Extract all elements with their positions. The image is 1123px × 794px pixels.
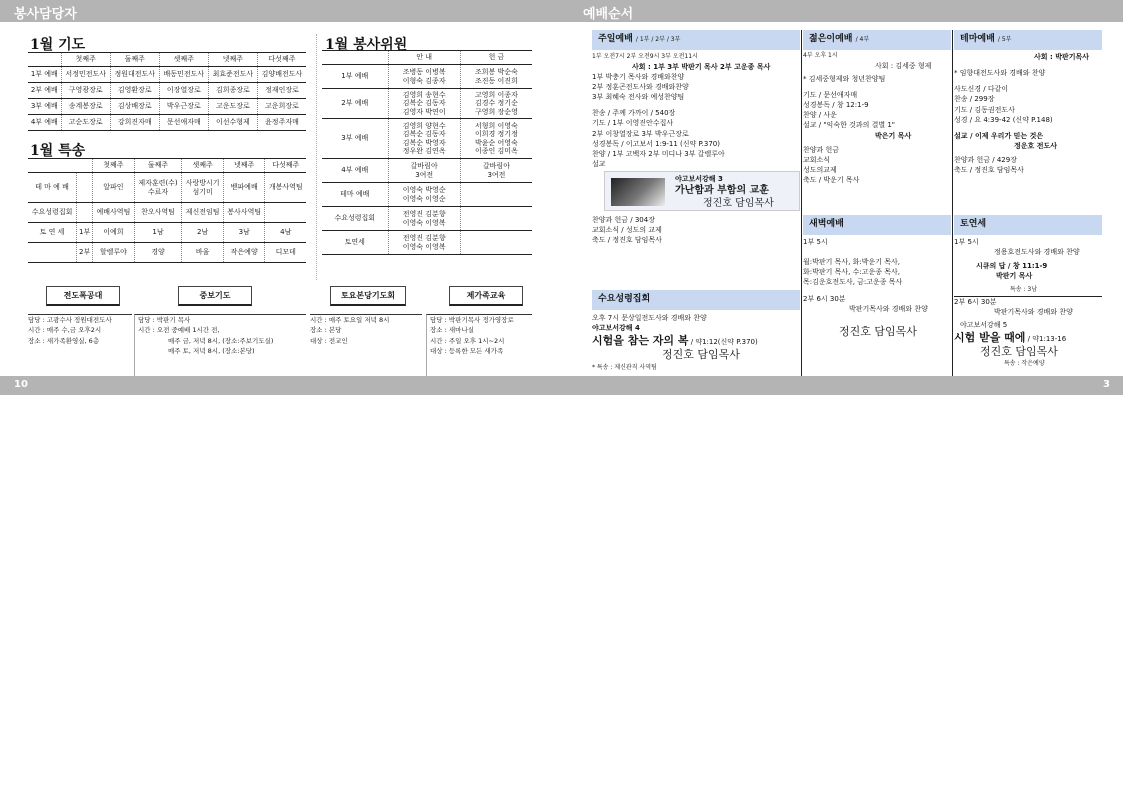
table-row bbox=[322, 89, 532, 119]
saturday-title1: 시큐의 답 / 창 11:1-9 bbox=[976, 262, 1048, 271]
theme-after-lines bbox=[954, 155, 1102, 175]
saturday-special1: 특송 : 3남 bbox=[1010, 285, 1038, 293]
table-cell: 테마 예배 bbox=[322, 183, 388, 207]
theme-header-sub: / 5부 bbox=[997, 36, 1012, 43]
saturday-preacher2: 정진호 담임목사 bbox=[980, 344, 1058, 358]
table-header-cell: 다섯째주 bbox=[257, 53, 306, 67]
sunday-after-lines bbox=[592, 215, 800, 245]
table-cell: 알파인 bbox=[93, 173, 135, 203]
info-line: 장소 : 새가족환영실, 6층 bbox=[28, 336, 100, 345]
table-cell: 4부 예배 bbox=[322, 159, 388, 183]
table-cell: 강희진자매 bbox=[110, 115, 159, 131]
table-cell: 조병동 이병복 이형숙 김종자 bbox=[388, 65, 460, 89]
table-cell: 찬오사역팀 bbox=[134, 203, 182, 223]
table-cell: 1부 예배 bbox=[28, 67, 61, 83]
youth-host: 사회 : 김세중 형제 bbox=[875, 61, 932, 70]
right-page bbox=[562, 22, 1123, 376]
order-line: * 김세중형제와 청년찬양팀 bbox=[803, 74, 886, 83]
table-header-cell: 둘째주 bbox=[110, 53, 159, 67]
youth-order-lines bbox=[803, 74, 951, 131]
table-cell: 김양배전도사 bbox=[257, 67, 306, 83]
table-cell: 갈바림아 3여전 bbox=[388, 159, 460, 183]
wednesday-line: 오후 7시 문상일전도사와 경배와 찬양 bbox=[592, 314, 707, 322]
sermon-preacher: 정진호 담임목사 bbox=[703, 198, 774, 210]
table-cell: 개봉사역팀 bbox=[265, 173, 306, 203]
table-header-cell: 첫째주 bbox=[61, 53, 110, 67]
table-row bbox=[28, 67, 306, 83]
theme-sermon: 설교 / 이제 우리가 믿는 것은 bbox=[954, 131, 1044, 140]
saturday-title2: 시험 받을 때에 bbox=[954, 330, 1026, 344]
table-row bbox=[28, 83, 306, 99]
table-cell: 2남 bbox=[182, 223, 224, 243]
table-cell: 토연세 bbox=[322, 231, 388, 255]
table-header-cell bbox=[28, 53, 61, 67]
dawn-leader: 박판기목사와 경배와 찬양 bbox=[849, 304, 928, 313]
wednesday-title: 시험을 참는 자의 복 bbox=[592, 334, 689, 348]
table-cell: 3부 예배 bbox=[28, 99, 61, 115]
order-line: 기도 / 김동권전도사 bbox=[954, 105, 1015, 114]
sunday-order-lines bbox=[592, 72, 800, 169]
table-cell: 1부 예배 bbox=[322, 65, 388, 89]
table-cell: 이선수형제 bbox=[208, 115, 257, 131]
table-cell: 이장열장로 bbox=[159, 83, 208, 99]
theme-preacher: 정운호 전도사 bbox=[1014, 141, 1058, 150]
info-line: 담당 : 고광수사 정원대전도사 bbox=[28, 316, 112, 324]
table-cell: 4남 bbox=[265, 223, 306, 243]
sunday-header-sub: / 1부 / 2부 / 3부 bbox=[635, 36, 681, 43]
youth-after-lines bbox=[803, 145, 951, 186]
wednesday-service bbox=[592, 290, 800, 376]
header-band bbox=[0, 0, 1123, 22]
info-line: 매주 금, 저녁 8시, (장소:주보기도실) bbox=[168, 336, 274, 345]
table-cell: 이예희 bbox=[93, 223, 135, 243]
table-cell: 3남 bbox=[223, 223, 265, 243]
youth-service bbox=[803, 30, 951, 214]
table-header-cell: 넷째주 bbox=[208, 53, 257, 67]
table-cell: 봉사사역팀 bbox=[223, 203, 265, 223]
left-page bbox=[0, 22, 561, 376]
table-header-cell: 안 내 bbox=[388, 51, 460, 65]
table-cell bbox=[77, 173, 93, 203]
order-line: 목:김운호전도사, 금:고운종 목사 bbox=[803, 278, 903, 287]
saturday-special2: 특송 : 작은예양 bbox=[1004, 359, 1045, 367]
order-line: 찬양 / 1부 고백자 2부 미디나 3부 갈렐루아 bbox=[592, 149, 725, 158]
table-cell bbox=[28, 243, 77, 263]
table-cell: 제신전임팀 bbox=[182, 203, 224, 223]
sermon-image bbox=[611, 178, 665, 206]
sunday-header-label: 주일예배 bbox=[598, 34, 633, 44]
table-cell: 수요성령집회 bbox=[322, 207, 388, 231]
info-saturday-prayer bbox=[310, 314, 422, 376]
table-row bbox=[322, 207, 532, 231]
ushers-title: 1월 봉사위원 bbox=[325, 37, 408, 53]
theme-header bbox=[954, 30, 1102, 50]
theme-header-label: 테마예배 bbox=[960, 34, 995, 44]
table-cell: 송계봉장로 bbox=[61, 99, 110, 115]
youth-header bbox=[803, 30, 951, 50]
evangelism-team-button[interactable]: 전도폭공대 bbox=[46, 286, 120, 306]
youth-header-sub: / 4부 bbox=[855, 36, 870, 43]
table-row bbox=[28, 243, 306, 263]
wednesday-header: 수요성령집회 bbox=[592, 290, 800, 310]
order-line: 축도 / 박운기 목사 bbox=[803, 176, 860, 185]
table-cell: 수요성령집회 bbox=[28, 203, 77, 223]
table-cell: 정원대전도사 bbox=[110, 67, 159, 83]
table-cell: 최효준전도사 bbox=[208, 67, 257, 83]
wednesday-note: * 특송 : 제신관직 사역팀 bbox=[592, 364, 657, 372]
info-line: 시간 : 주일 오후 1시~2시 bbox=[430, 336, 505, 345]
saturday-prayer-button[interactable]: 토요본당기도회 bbox=[330, 286, 406, 306]
right-page-title: 예배순서 bbox=[583, 7, 634, 22]
order-line: 성경봉독 / 창 12:1-9 bbox=[803, 101, 869, 110]
info-line: 담당 : 박판기목사 정가영장로 bbox=[430, 316, 514, 324]
table-row bbox=[28, 203, 306, 223]
order-line: 2부 이창열장로 3부 박우근장로 bbox=[592, 129, 689, 138]
dawn-header: 새벽예배 bbox=[803, 215, 951, 235]
table-cell: 고순도장로 bbox=[61, 115, 110, 131]
order-line: 기도 / 문선애자매 bbox=[803, 90, 858, 99]
table-row bbox=[28, 173, 306, 203]
table-row bbox=[322, 231, 532, 255]
table-cell: 김영희 송현수 김복순 김동자 김영자 박연이 bbox=[388, 89, 460, 119]
divider bbox=[801, 30, 802, 376]
table-cell: 2부 예배 bbox=[322, 89, 388, 119]
table-cell: 토 연 세 bbox=[28, 223, 77, 243]
table-cell: 예배사역팀 bbox=[93, 203, 135, 223]
order-line: 찬양과 헌금 / 429장 bbox=[954, 156, 1017, 165]
table-header-cell: 다섯째주 bbox=[265, 159, 306, 173]
table-cell: 정재인장로 bbox=[257, 83, 306, 99]
saturday-leader1: 정용호전도사와 경배와 찬양 bbox=[994, 248, 1080, 257]
table-cell: 전영진 김분향 이영숙 이영복 bbox=[388, 231, 460, 255]
table-cell: 김상배장로 bbox=[110, 99, 159, 115]
info-line: 시간 : 오전 중예배 1시간 전, bbox=[138, 326, 220, 335]
order-line: 성경봉독 / 이고보서 1:9-11 (신약 P.370) bbox=[592, 139, 720, 148]
special-song-table bbox=[28, 158, 306, 263]
dawn-service bbox=[803, 215, 951, 376]
table-header-cell: 둘째주 bbox=[134, 159, 182, 173]
saturday-header: 토연세 bbox=[954, 215, 1102, 235]
dawn-preacher: 정진호 담임목사 bbox=[839, 324, 917, 338]
info-line: 시간 : 매주 토요일 저녁 8시 bbox=[310, 316, 390, 324]
divider bbox=[952, 30, 953, 376]
ushers-table bbox=[322, 50, 532, 255]
wednesday-series: 야고보서강해 4 bbox=[592, 324, 640, 333]
order-line: 설교 / "익숙한 것과의 결별 1" bbox=[803, 121, 895, 130]
table-cell: 김영환장로 bbox=[110, 83, 159, 99]
info-line: 매주 토, 저녁 8시, (장소:본당) bbox=[168, 347, 255, 356]
theme-service bbox=[954, 30, 1102, 214]
info-line: 장소 : 새마나실 bbox=[430, 326, 474, 335]
table-cell: 테 마 예 배 bbox=[28, 173, 77, 203]
saturday-ref2: / 약1:13-16 bbox=[1027, 334, 1067, 343]
table-cell: 전영진 김분향 이영숙 이영복 bbox=[388, 207, 460, 231]
sunday-host: 사회 : 1부 3부 박판기 목사 2부 고운종 목사 bbox=[632, 62, 771, 71]
table-header-cell bbox=[28, 159, 93, 173]
wednesday-preacher: 정진호 담임목사 bbox=[662, 348, 740, 362]
table-cell: 서정민전도사 bbox=[61, 67, 110, 83]
saturday-leader2: 박판기목사와 경배와 찬양 bbox=[994, 308, 1073, 317]
table-cell: 고영희 이종자 김경수 정기순 구영희 장순영 bbox=[460, 89, 532, 119]
table-cell: 서형희 이영숙 이희경 정기정 박윤순 어영숙 이종인 김미옥 bbox=[460, 119, 532, 159]
table-row bbox=[322, 159, 532, 183]
wednesday-ref: / 약1:12(신약 P.370) bbox=[690, 338, 758, 347]
order-line: * 임향대전도사와 경배와 찬양 bbox=[954, 69, 1046, 78]
table-cell: 김영희 양현수 김복순 김동자 김복순 박영자 정우완 김연옥 bbox=[388, 119, 460, 159]
saturday-series2: 야고보서강해 5 bbox=[960, 320, 1008, 329]
info-line: 대상 : 등록한 모든 새가족 bbox=[430, 347, 504, 356]
table-cell bbox=[460, 207, 532, 231]
table-cell: 할렐루야 bbox=[93, 243, 135, 263]
table-cell: 윤정주자매 bbox=[257, 115, 306, 131]
table-row bbox=[28, 115, 306, 131]
info-intercessory bbox=[134, 314, 306, 376]
table-cell bbox=[77, 203, 93, 223]
table-header-cell: 셋째주 bbox=[182, 159, 224, 173]
order-line: 2부 정훈곤전도사와 경배와찬양 bbox=[592, 82, 689, 91]
prayer-title: 1월 기도 bbox=[30, 37, 86, 53]
table-cell: 4부 예배 bbox=[28, 115, 61, 131]
order-line: 찬송 / 주께 가까이 / 540장 bbox=[592, 109, 676, 118]
table-header-cell: 셋째주 bbox=[159, 53, 208, 67]
info-evangelism bbox=[28, 314, 132, 376]
table-cell: 배동민전도사 bbox=[159, 67, 208, 83]
table-cell: 제자훈련(수) 수료자 bbox=[134, 173, 182, 203]
table-cell: 갈바림아 3여전 bbox=[460, 159, 532, 183]
left-page-title: 봉사담당자 bbox=[14, 7, 77, 22]
table-cell: 1남 bbox=[134, 223, 182, 243]
sermon-title: 가난함과 부함의 교훈 bbox=[675, 185, 769, 197]
table-row bbox=[322, 183, 532, 207]
info-line: 대상 : 전교인 bbox=[310, 336, 348, 345]
table-cell: 2부 bbox=[77, 243, 93, 263]
right-page-number: 3 bbox=[1103, 379, 1110, 390]
prayer-table bbox=[28, 52, 306, 131]
theme-host: 사회 : 박판기목사 bbox=[1034, 53, 1090, 61]
order-line: 축도 / 정진호 담임목사 bbox=[954, 166, 1024, 175]
saturday-second: 2부 6시 30분 bbox=[954, 296, 1102, 307]
order-line: 화:박판기 목사, 수:고운종 목사, bbox=[803, 268, 900, 277]
order-line: 1부 박충기 목사와 경배와찬양 bbox=[592, 72, 685, 81]
table-cell: 사랑방시기 섬기미 bbox=[182, 173, 224, 203]
table-cell: 이영숙 박영순 이영숙 이영순 bbox=[388, 183, 460, 207]
order-line: 교회소식 / 성도의 교제 bbox=[592, 226, 662, 235]
order-line: 성경 / 요 4:39-42 (신약 P.148) bbox=[954, 115, 1053, 124]
table-header-cell: 첫째주 bbox=[93, 159, 135, 173]
theme-order-lines bbox=[954, 68, 1102, 131]
table-cell: 벧파예배 bbox=[223, 173, 265, 203]
order-line: 성도의교제 bbox=[803, 165, 837, 174]
saturday-preacher1: 박판기 목사 bbox=[996, 272, 1033, 281]
table-row bbox=[28, 223, 306, 243]
saturday-first: 1부 5시 bbox=[954, 238, 979, 246]
table-row bbox=[322, 119, 532, 159]
info-new-family bbox=[426, 314, 532, 376]
order-line: 월:박판기 목사, 화:박운기 목사, bbox=[803, 258, 900, 267]
footer-band bbox=[0, 376, 1123, 395]
special-title: 1월 특송 bbox=[30, 143, 86, 159]
youth-header-label: 젊은이예배 bbox=[809, 34, 853, 44]
table-cell: 고운도장로 bbox=[208, 99, 257, 115]
dawn-second: 2부 6시 30분 bbox=[803, 294, 846, 303]
table-cell: 1부 bbox=[77, 223, 93, 243]
table-cell: 3부 예배 bbox=[322, 119, 388, 159]
new-family-education-button[interactable]: 제가족교육 bbox=[449, 286, 523, 306]
order-line: 사도신경 / 다같이 bbox=[954, 85, 1009, 94]
sunday-header bbox=[592, 30, 800, 50]
youth-preacher: 박은기 목사 bbox=[875, 131, 912, 140]
table-cell: 디모데 bbox=[265, 243, 306, 263]
order-line: 3부 최혜숙 전사와 예성찬양팀 bbox=[592, 93, 685, 102]
info-line: 장소 : 본당 bbox=[310, 326, 342, 335]
sermon-series: 야고보서강해 3 bbox=[675, 175, 723, 184]
left-page-number: 10 bbox=[14, 379, 28, 390]
table-cell: 김희종장로 bbox=[208, 83, 257, 99]
order-line: 찬양 / 사운 bbox=[803, 111, 837, 120]
order-line: 찬송 / 299장 bbox=[954, 95, 995, 104]
column-divider bbox=[316, 34, 317, 280]
table-cell: 작은예양 bbox=[223, 243, 265, 263]
table-cell bbox=[265, 203, 306, 223]
table-header-cell: 넷째주 bbox=[223, 159, 265, 173]
info-line: 담당 : 박판기 목사 bbox=[138, 316, 191, 324]
sunday-times: 1부 오전7시 2부 오전9시 3부 오전11시 bbox=[592, 53, 698, 60]
intercessory-prayer-button[interactable]: 중보기도 bbox=[178, 286, 252, 306]
table-header-cell: 헌 금 bbox=[460, 51, 532, 65]
order-line: 설교 bbox=[592, 159, 606, 168]
dawn-preachers bbox=[803, 257, 951, 287]
sunday-worship bbox=[592, 30, 800, 290]
table-row bbox=[28, 99, 306, 115]
sermon-box bbox=[604, 171, 800, 211]
table-cell: 조희봉 박순숙 조진동 이진희 bbox=[460, 65, 532, 89]
table-cell: 경양 bbox=[134, 243, 182, 263]
order-line: 기도 / 1부 이영진안수집사 bbox=[592, 119, 674, 128]
table-cell: 고운희장로 bbox=[257, 99, 306, 115]
table-cell: 구영광장로 bbox=[61, 83, 110, 99]
table-cell bbox=[460, 231, 532, 255]
table-row bbox=[322, 65, 532, 89]
order-line: 축도 / 정진호 담임목사 bbox=[592, 236, 662, 245]
table-cell bbox=[460, 183, 532, 207]
table-header-cell bbox=[322, 51, 388, 65]
table-cell: 박우근장로 bbox=[159, 99, 208, 115]
table-cell: 문선애자매 bbox=[159, 115, 208, 131]
saturday-service bbox=[954, 215, 1102, 376]
youth-time: 4부 오후 1시 bbox=[803, 52, 838, 59]
order-line: 찬양과 헌금 bbox=[803, 145, 840, 154]
table-cell: 2부 예배 bbox=[28, 83, 61, 99]
order-line: 교회소식 bbox=[803, 155, 831, 164]
order-line: 찬양과 헌금 / 304장 bbox=[592, 216, 655, 225]
table-cell: 바울 bbox=[182, 243, 224, 263]
info-line: 시간 : 매주 수,금 오후2시 bbox=[28, 326, 102, 335]
dawn-first: 1부 5시 bbox=[803, 238, 828, 246]
